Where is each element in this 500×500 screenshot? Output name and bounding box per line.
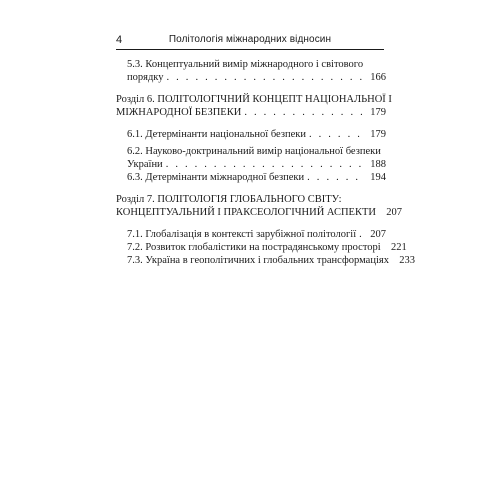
toc-page-number: 221 — [390, 242, 407, 253]
toc-entry-7-2[interactable] — [116, 241, 407, 254]
toc-page-number: 166 — [370, 72, 386, 83]
toc-entry-7-3[interactable] — [116, 254, 415, 267]
page-number: 4 — [116, 34, 123, 46]
toc-entry-text: 7.3. Україна в геополітичних і глобальних трансформаціях — [127, 255, 389, 266]
dot-leader — [167, 71, 364, 84]
toc-entry-text: 7.1. Глобалізація в контексті зарубіжної політології — [127, 229, 357, 240]
toc-entry-text: порядку — [127, 72, 164, 83]
running-title: Політологія міжнародних відносин — [168, 34, 332, 45]
dot-leader — [307, 171, 363, 184]
toc-entry-5-3[interactable] — [116, 58, 386, 84]
toc-page-number: 233 — [399, 255, 415, 266]
toc-entry-text: 6.3. Детермінанти міжнародної безпеки — [127, 172, 305, 183]
toc-page-number: 179 — [370, 129, 386, 140]
dot-leader — [244, 106, 363, 119]
toc-entry-text: України — [127, 159, 163, 170]
toc-chapter-text: МІЖНАРОДНОЇ БЕЗПЕКИ — [116, 107, 242, 118]
toc-entry-7-1[interactable] — [116, 228, 386, 241]
toc-entry-text: 6.2. Науково-доктринальний вимір національної безпеки — [127, 146, 381, 157]
toc-page-number: 207 — [370, 229, 386, 240]
toc-chapter-text: Розділ 6. ПОЛІТОЛОГІЧНИЙ КОНЦЕПТ НАЦІОНАЛЬНОЇ І — [116, 94, 392, 105]
toc-page-number: 188 — [370, 159, 386, 170]
toc-entry-text: 7.2. Розвиток глобалістики на пострадянському просторі — [127, 242, 381, 253]
table-of-contents — [116, 58, 415, 267]
toc-page-number: 194 — [370, 172, 386, 183]
toc-entry-6-3[interactable] — [116, 171, 386, 184]
toc-chapter-text: Розділ 7. ПОЛІТОЛОГІЯ ГЛОБАЛЬНОГО СВІТУ: — [116, 194, 342, 205]
page-header — [116, 33, 384, 50]
toc-chapter-text: КОНЦЕПТУАЛЬНИЙ І ПРАКСЕОЛОГІЧНИЙ АСПЕКТИ — [116, 207, 376, 218]
dot-leader — [166, 158, 363, 171]
toc-page-number: 179 — [370, 107, 386, 118]
toc-page-number: 207 — [386, 207, 402, 218]
toc-entry-6-2[interactable] — [116, 145, 386, 171]
toc-entry-6-1[interactable] — [116, 128, 386, 141]
toc-entry-text: 5.3. Концептуальний вимір міжнародного і світового — [127, 59, 364, 70]
toc-chapter-7[interactable] — [116, 193, 402, 219]
toc-chapter-6[interactable] — [116, 93, 392, 119]
dot-leader — [309, 128, 363, 141]
dot-leader — [359, 228, 363, 241]
toc-entry-text: 6.1. Детермінанти національної безпеки — [127, 129, 306, 140]
